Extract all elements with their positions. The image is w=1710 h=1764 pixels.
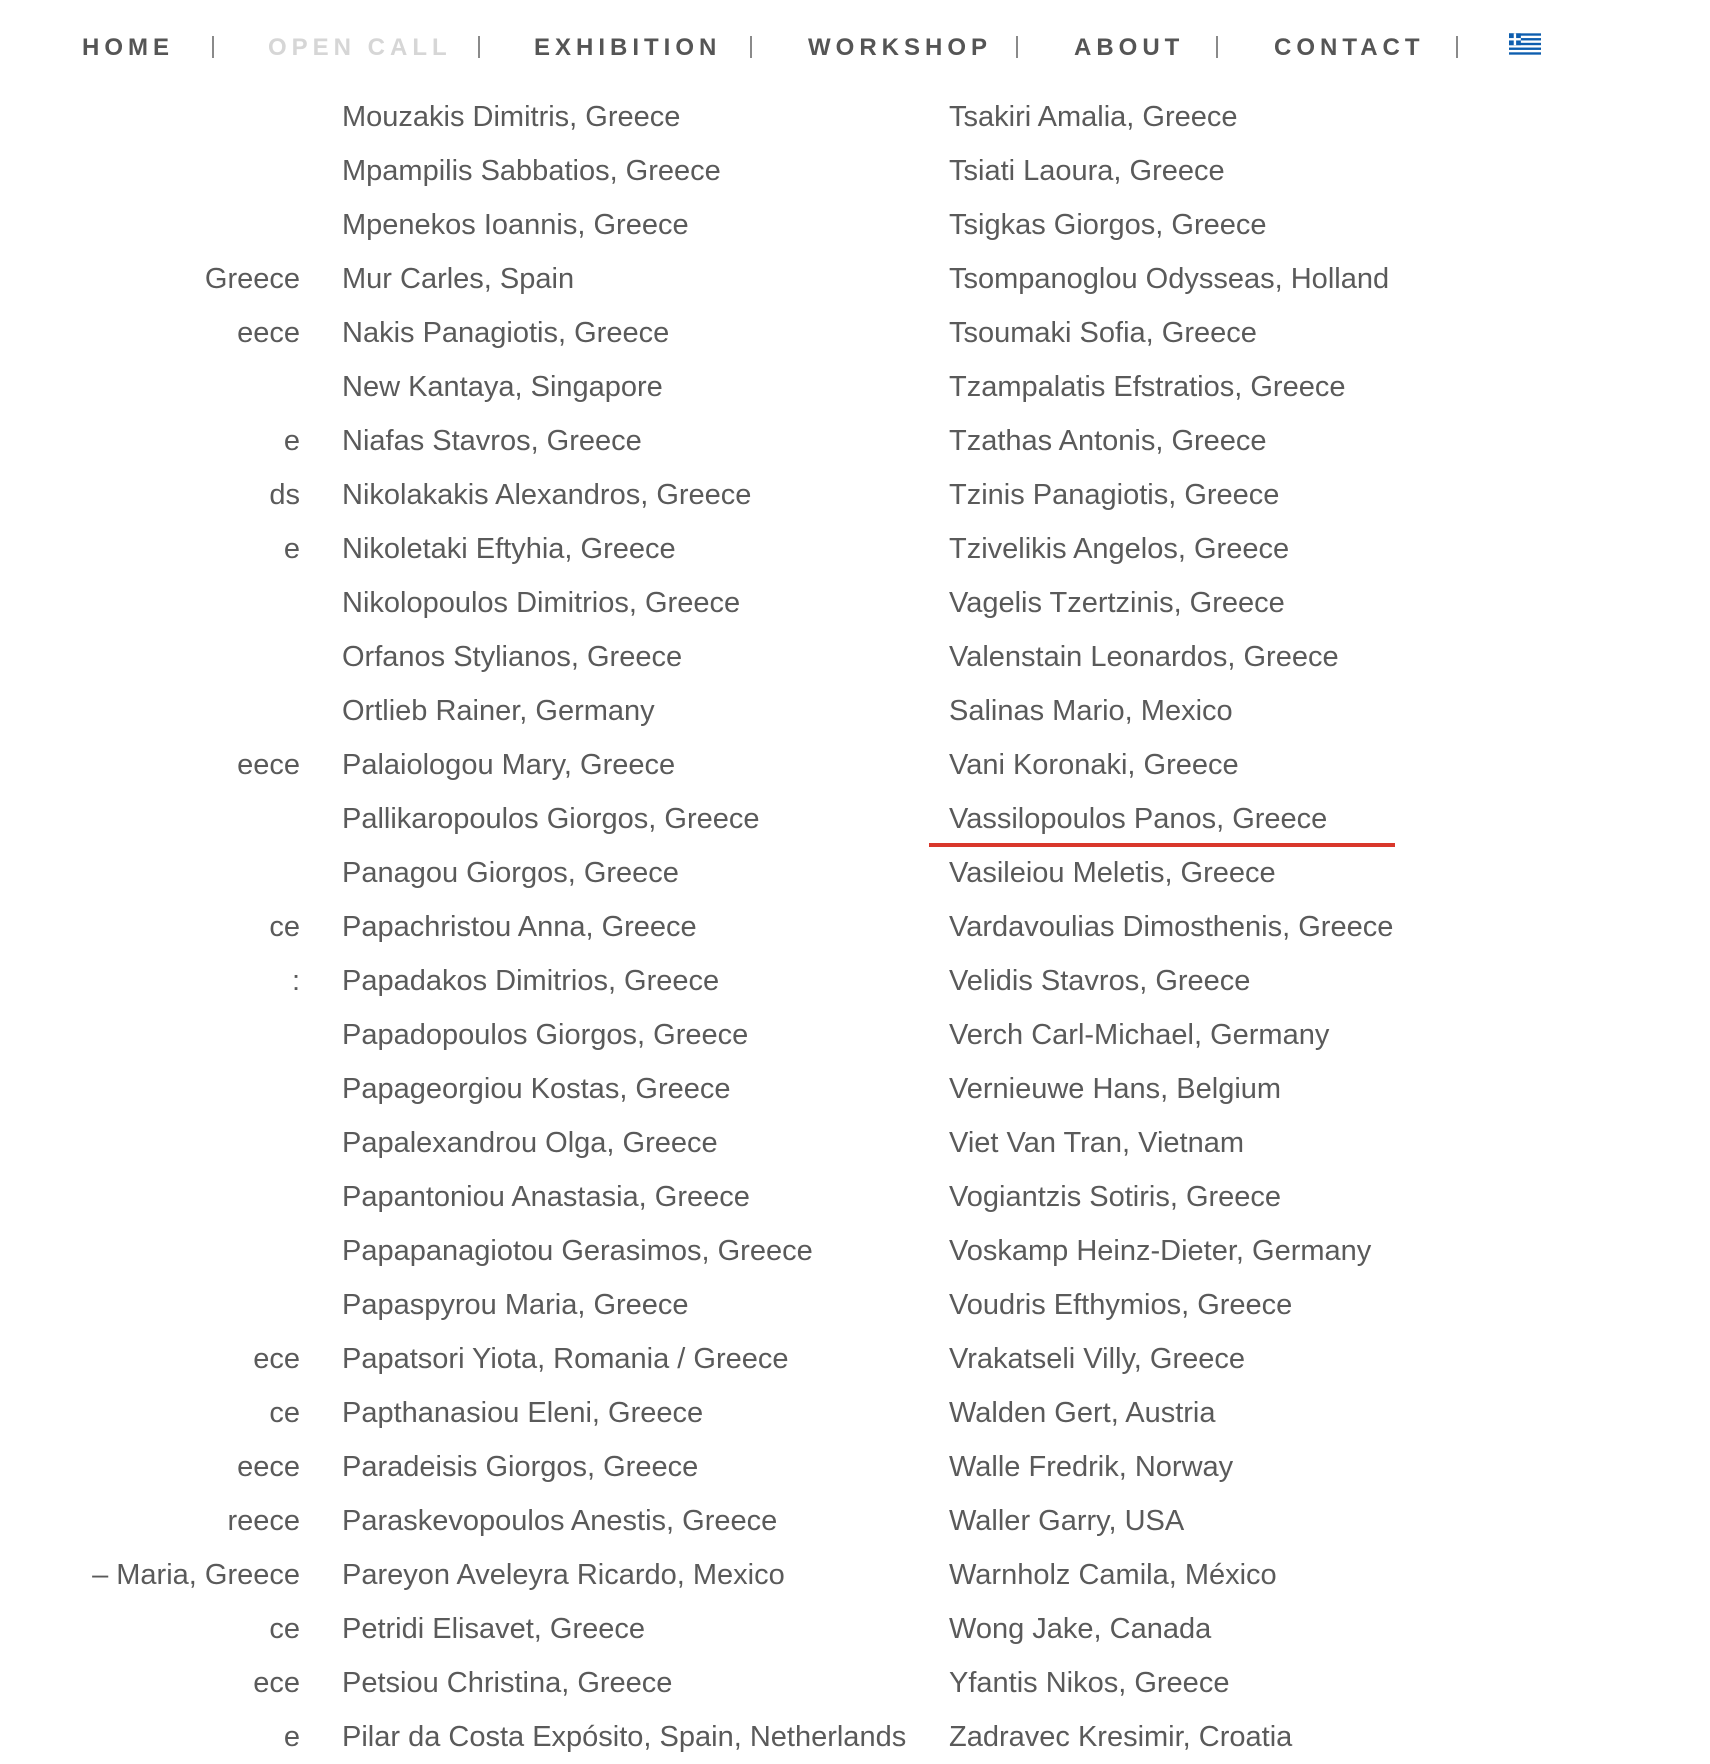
participant-list-item: ece: [253, 1343, 300, 1375]
nav-separator: [1016, 36, 1018, 58]
participant-list-item: Mur Carles, Spain: [342, 263, 575, 295]
participant-list-item: [0, 144, 300, 198]
participant-list-item: Warnholz Camila, México: [949, 1559, 1277, 1591]
participants-column-right: [949, 90, 1393, 1764]
participant-list-item: [0, 792, 300, 846]
participant-list-item: Papageorgiou Kostas, Greece: [342, 1073, 731, 1105]
participant-list-item: Pilar da Costa Expósito, Spain, Netherlands: [342, 1721, 907, 1753]
participant-list-item: ce: [269, 1613, 300, 1645]
participant-list-item: Voskamp Heinz-Dieter, Germany: [949, 1235, 1372, 1267]
participant-list-item: [0, 198, 300, 252]
participant-list-item: Walden Gert, Austria: [949, 1397, 1216, 1429]
participant-list-item: Papachristou Anna, Greece: [342, 911, 697, 943]
nav-home[interactable]: HOME: [82, 34, 174, 61]
participant-list-item: Tzivelikis Angelos, Greece: [949, 533, 1290, 565]
participant-list-item: Mpenekos Ioannis, Greece: [342, 209, 689, 241]
participant-list-item: Orfanos Stylianos, Greece: [342, 641, 683, 673]
participant-list-item: Nikolopoulos Dimitrios, Greece: [342, 587, 741, 619]
participant-list-item: eece: [237, 317, 300, 349]
participant-list-item: ds: [269, 479, 300, 511]
participant-list-item: Paradeisis Giorgos, Greece: [342, 1451, 699, 1483]
participant-list-item: Papadakos Dimitrios, Greece: [342, 965, 720, 997]
participant-list-item: Tsakiri Amalia, Greece: [949, 101, 1238, 133]
nav-workshop[interactable]: WORKSHOP: [808, 34, 992, 61]
participant-list-item: :: [291, 965, 300, 997]
participant-list-item: e: [283, 533, 300, 565]
participant-list-item: Palaiologou Mary, Greece: [342, 749, 676, 781]
participant-list-item: [0, 1170, 300, 1224]
participant-list-item: – Maria, Greece: [92, 1559, 300, 1591]
participant-list-item: Vrakatseli Villy, Greece: [949, 1343, 1246, 1375]
participant-list-item: Waller Garry, USA: [949, 1505, 1185, 1537]
participant-list-item: Walle Fredrik, Norway: [949, 1451, 1234, 1483]
participant-list-item: Greece: [204, 263, 300, 295]
participant-list-item: Papthanasiou Eleni, Greece: [342, 1397, 704, 1429]
participant-list-item: Vassilopoulos Panos, Greece: [949, 803, 1328, 835]
participant-list-item: e: [283, 1721, 300, 1753]
participant-list-item: Niafas Stavros, Greece: [342, 425, 642, 457]
hover-underline: [929, 843, 1395, 847]
participant-list-item: Tzampalatis Efstratios, Greece: [949, 371, 1346, 403]
greek-flag-icon[interactable]: [1509, 33, 1541, 55]
participant-list-item: [0, 1008, 300, 1062]
participant-list-item: Valenstain Leonardos, Greece: [949, 641, 1339, 673]
nav-exhibition[interactable]: EXHIBITION: [534, 34, 722, 61]
participant-list-item: Petridi Elisavet, Greece: [342, 1613, 646, 1645]
participant-list-item: eece: [237, 1451, 300, 1483]
participant-list-item: Vogiantzis Sotiris, Greece: [949, 1181, 1282, 1213]
nav-separator: [750, 36, 752, 58]
nav-separator: [1456, 36, 1458, 58]
participant-list-item: ce: [269, 1397, 300, 1429]
participant-list-item: Vardavoulias Dimosthenis, Greece: [949, 911, 1394, 943]
participant-list-item: Salinas Mario, Mexico: [949, 695, 1233, 727]
participant-list-item: Voudris Efthymios, Greece: [949, 1289, 1293, 1321]
participant-list-item: Paraskevopoulos Anestis, Greece: [342, 1505, 778, 1537]
participant-list-item: [0, 360, 300, 414]
participants-column-left: [0, 90, 300, 1764]
participant-list-item: Tsiati Laoura, Greece: [949, 155, 1225, 187]
participant-list-item: Vernieuwe Hans, Belgium: [949, 1073, 1282, 1105]
participant-list-item: Wong Jake, Canada: [949, 1613, 1212, 1645]
participant-list-item: Vagelis Tzertzinis, Greece: [949, 587, 1285, 619]
participant-list-item: Ortlieb Rainer, Germany: [342, 695, 655, 727]
participant-list-item: [0, 630, 300, 684]
participant-list-item: Nikoletaki Eftyhia, Greece: [342, 533, 676, 565]
participant-list-item: [0, 90, 300, 144]
participant-list-item: Mpampilis Sabbatios, Greece: [342, 155, 721, 187]
participant-list-item: Panagou Giorgos, Greece: [342, 857, 679, 889]
participant-list-item: Papatsori Yiota, Romania / Greece: [342, 1343, 789, 1375]
participant-list-item: ce: [269, 911, 300, 943]
nav-separator: [478, 36, 480, 58]
participant-list-item: reece: [227, 1505, 300, 1537]
nav-open-call[interactable]: OPEN CALL: [268, 34, 452, 61]
participant-list-item: Petsiou Christina, Greece: [342, 1667, 673, 1699]
participant-list-item: Tzathas Antonis, Greece: [949, 425, 1267, 457]
participant-list-item: Tsompanoglou Odysseas, Holland: [949, 263, 1390, 295]
participant-list-item: Tzinis Panagiotis, Greece: [949, 479, 1280, 511]
nav-about[interactable]: ABOUT: [1074, 34, 1185, 61]
participant-list-item: eece: [237, 749, 300, 781]
participant-list-item: [0, 846, 300, 900]
participant-list-item: Velidis Stavros, Greece: [949, 965, 1251, 997]
participant-list-item: Yfantis Nikos, Greece: [949, 1667, 1230, 1699]
participant-list-item: [0, 1062, 300, 1116]
nav-separator: [212, 36, 214, 58]
participant-list-item: [0, 576, 300, 630]
participant-list-item: Tsoumaki Sofia, Greece: [949, 317, 1257, 349]
participant-list-item: Papadopoulos Giorgos, Greece: [342, 1019, 749, 1051]
nav-contact[interactable]: CONTACT: [1274, 34, 1425, 61]
participant-list-item: Viet Van Tran, Vietnam: [949, 1127, 1245, 1159]
participants-column-middle: [342, 90, 906, 1764]
participant-list-item: Nakis Panagiotis, Greece: [342, 317, 670, 349]
participant-list-item: Mouzakis Dimitris, Greece: [342, 101, 681, 133]
participant-list-item: Papapanagiotou Gerasimos, Greece: [342, 1235, 813, 1267]
main-nav: [0, 0, 1710, 95]
participant-list-item: Tsigkas Giorgos, Greece: [949, 209, 1267, 241]
nav-separator: [1216, 36, 1218, 58]
participant-list-item: Pareyon Aveleyra Ricardo, Mexico: [342, 1559, 785, 1591]
participant-list-item: Nikolakakis Alexandros, Greece: [342, 479, 752, 511]
participant-list-item: [0, 684, 300, 738]
participant-list-item: [0, 1278, 300, 1332]
participant-list-item: [0, 1224, 300, 1278]
participant-list-item: New Kantaya, Singapore: [342, 371, 663, 403]
participant-list-item: e: [283, 425, 300, 457]
participant-list-item: Vani Koronaki, Greece: [949, 749, 1239, 781]
participant-list-item: [0, 1116, 300, 1170]
participant-list-item: Papalexandrou Olga, Greece: [342, 1127, 718, 1159]
participant-list-item: Papaspyrou Maria, Greece: [342, 1289, 689, 1321]
participant-list-item: Papantoniou Anastasia, Greece: [342, 1181, 750, 1213]
participant-list-item: Zadravec Kresimir, Croatia: [949, 1721, 1293, 1753]
participant-list-item: ece: [253, 1667, 300, 1699]
participant-list-item: Verch Carl-Michael, Germany: [949, 1019, 1330, 1051]
participant-list-item: Vasileiou Meletis, Greece: [949, 857, 1276, 889]
participant-list-item: Pallikaropoulos Giorgos, Greece: [342, 803, 760, 835]
